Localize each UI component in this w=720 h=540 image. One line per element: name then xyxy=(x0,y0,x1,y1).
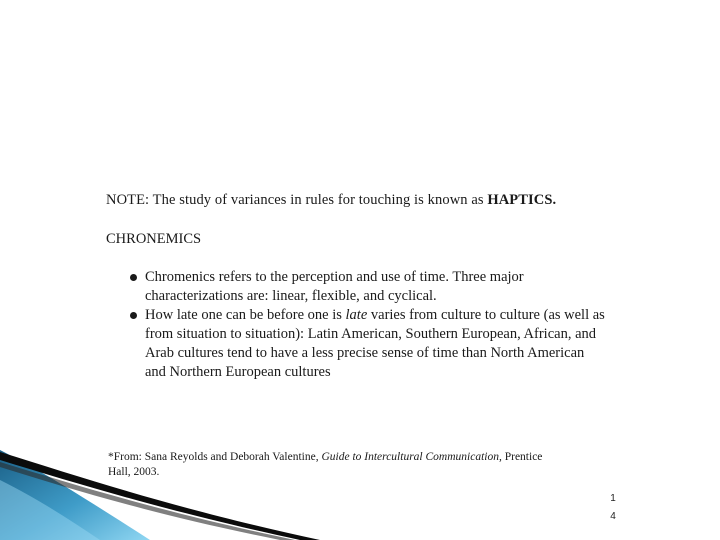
footnote-suffix: Prentice Hall, 2003. xyxy=(108,451,543,478)
haptics-note xyxy=(106,192,556,209)
bullet-text-after: varies from culture to culture (as well as from situation to situation): Latin American, Southern European, African, and Arab cultures tend to have a less precise sense of time than North American and Northern European cultures xyxy=(145,307,605,380)
bullet-text-before: How late one can be before one is xyxy=(145,307,346,323)
bullet-text-italic: late xyxy=(345,307,368,323)
footnote-prefix: *From: Sana Reyolds and Deborah Valentine, xyxy=(108,451,322,463)
bullet-item xyxy=(127,306,607,382)
bullet-icon xyxy=(130,312,137,319)
corner-swoosh-decoration xyxy=(0,440,320,540)
page-number-line-2: 4 xyxy=(610,511,616,522)
footnote-title: Guide to Intercultural Communication, xyxy=(321,451,502,463)
note-text: NOTE: The study of variances in rules for touching is known as xyxy=(106,192,488,208)
bullet-item xyxy=(127,268,607,306)
note-emphasis: HAPTICS. xyxy=(487,192,557,208)
bullet-icon xyxy=(130,274,137,281)
bullet-text: Chromenics refers to the perception and use of time. Three major characterizations are: linear, flexible, and cyclical. xyxy=(145,269,524,304)
section-heading: CHRONEMICS xyxy=(106,231,202,247)
page-number xyxy=(606,490,620,526)
bullet-list xyxy=(127,268,607,382)
page-number-line-1: 1 xyxy=(610,493,616,504)
